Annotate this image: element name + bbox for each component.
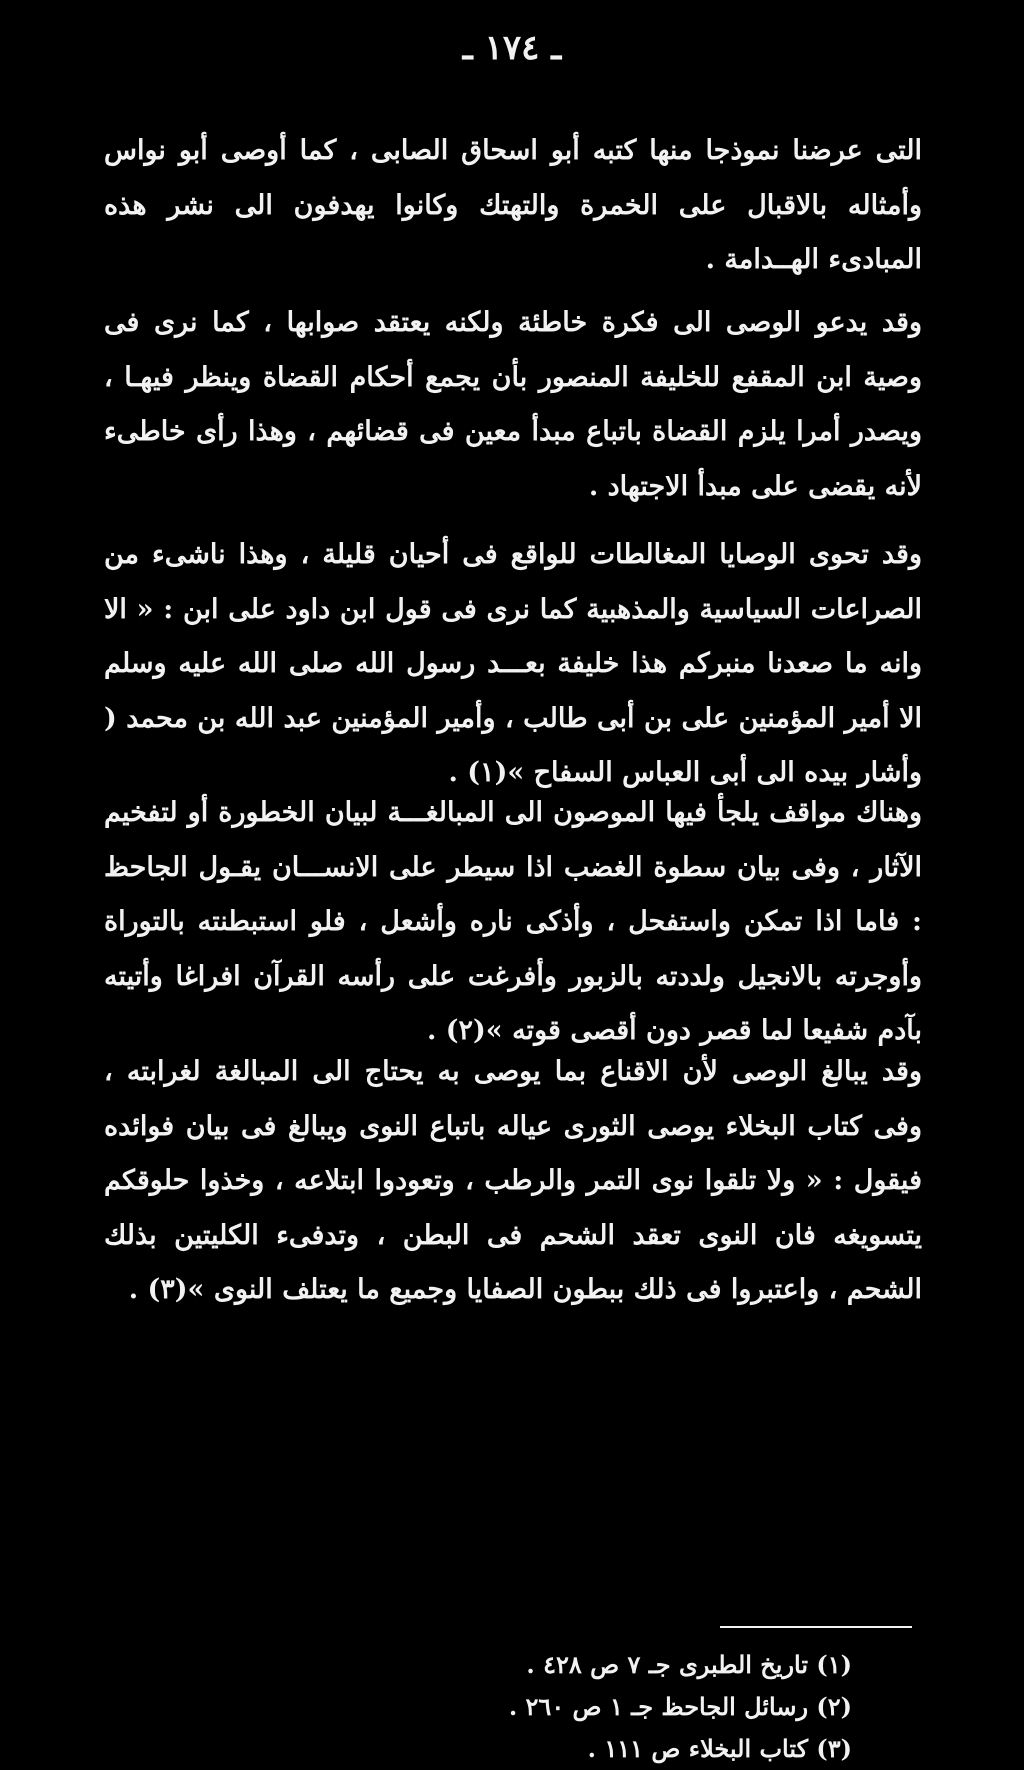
paragraph-2: وقد يدعو الوصى الى فكرة خاطئة ولكنه يعتقد صوابها ، كما نرى فى وصية ابن المقفع للخليفة المنصور بأن يجمع أحكام القضاة وينظر فيهـا ، ويصدر أمرا يلزم القضاة باتباع مبدأ معين فى قضائهم ، وهذا رأى خاطىء لأنه يقضى على مبدأ الاجتهاد . — [104, 307, 922, 502]
paragraph-5: وقد يبالغ الوصى لأن الاقناع بما يوصى به يحتاج الى المبالغة لغرابته ، وفى كتاب البخلاء يوصى الثورى عياله باتباع النوى ويبالغ فى بيان فوائده فيقول : « ولا تلقوا نوى التمر والرطب ، وتعودوا ابتلاعه ، وخذوا حلوقكم يتسويغه فان النوى تعقد الشحم فى البطن ، وتدفىء الكليتين بذلك الشحم ، واعتبروا فى ذلك ببطون الصفايا وجميع ما يعتلف النوى »(٣) . — [104, 1056, 922, 1305]
page-number: ـ ١٧٤ ـ — [462, 28, 562, 68]
paragraph-3: وقد تحوى الوصايا المغالطات للواقع فى أحيان قليلة ، وهذا ناشىء من الصراعات السياسية والمذهبية كما نرى فى قول ابن داود على ابن : « الا وانه ما صعدنا منبركم هذا خليفة بعـــد رسول الله صلى الله عليه وسلم الا أمير المؤمنين على بن أبى طالب ، وأمير المؤمنين عبد الله بن محمد ( وأشار بيده الى أبى العباس السفاح »(١) . — [104, 539, 922, 788]
footnote-divider — [720, 1626, 912, 1628]
footnote-1: (١) تاريخ الطبرى جـ ٧ ص ٤٢٨ . — [526, 1650, 852, 1679]
paragraph-4: وهناك مواقف يلجأ فيها الموصون الى المبالغـــة لبيان الخطورة أو لتفخيم الآثار ، وفى بيان سطوة الغضب اذا سيطر على الانســـان يقـول الجاحظ : فاما اذا تمكن واستفحل ، وأذكى ناره وأشعل ، فلو استبطنته بالتوراة وأوجرته بالانجيل ولددته بالزبور وأفرغت على رأسه القرآن افراغا وأتيته بآدم شفيعا لما قصر دون أقصى قوته »(٢) . — [104, 797, 922, 1046]
footnotes — [420, 1644, 852, 1770]
footnote-2: (٢) رسائل الجاحظ جـ ١ ص ٢٦٠ . — [508, 1692, 852, 1721]
paragraph-1: التى عرضنا نموذجا منها كتبه أبو اسحاق الصابى ، كما أوصى أبو نواس وأمثاله بالاقبال على الخمرة والتهتك وكانوا يهدفون الى نشر هذه المبادىء الهــدامة . — [104, 135, 922, 275]
footnote-3: (٣) كتاب البخلاء ص ١١١ . — [587, 1734, 852, 1763]
